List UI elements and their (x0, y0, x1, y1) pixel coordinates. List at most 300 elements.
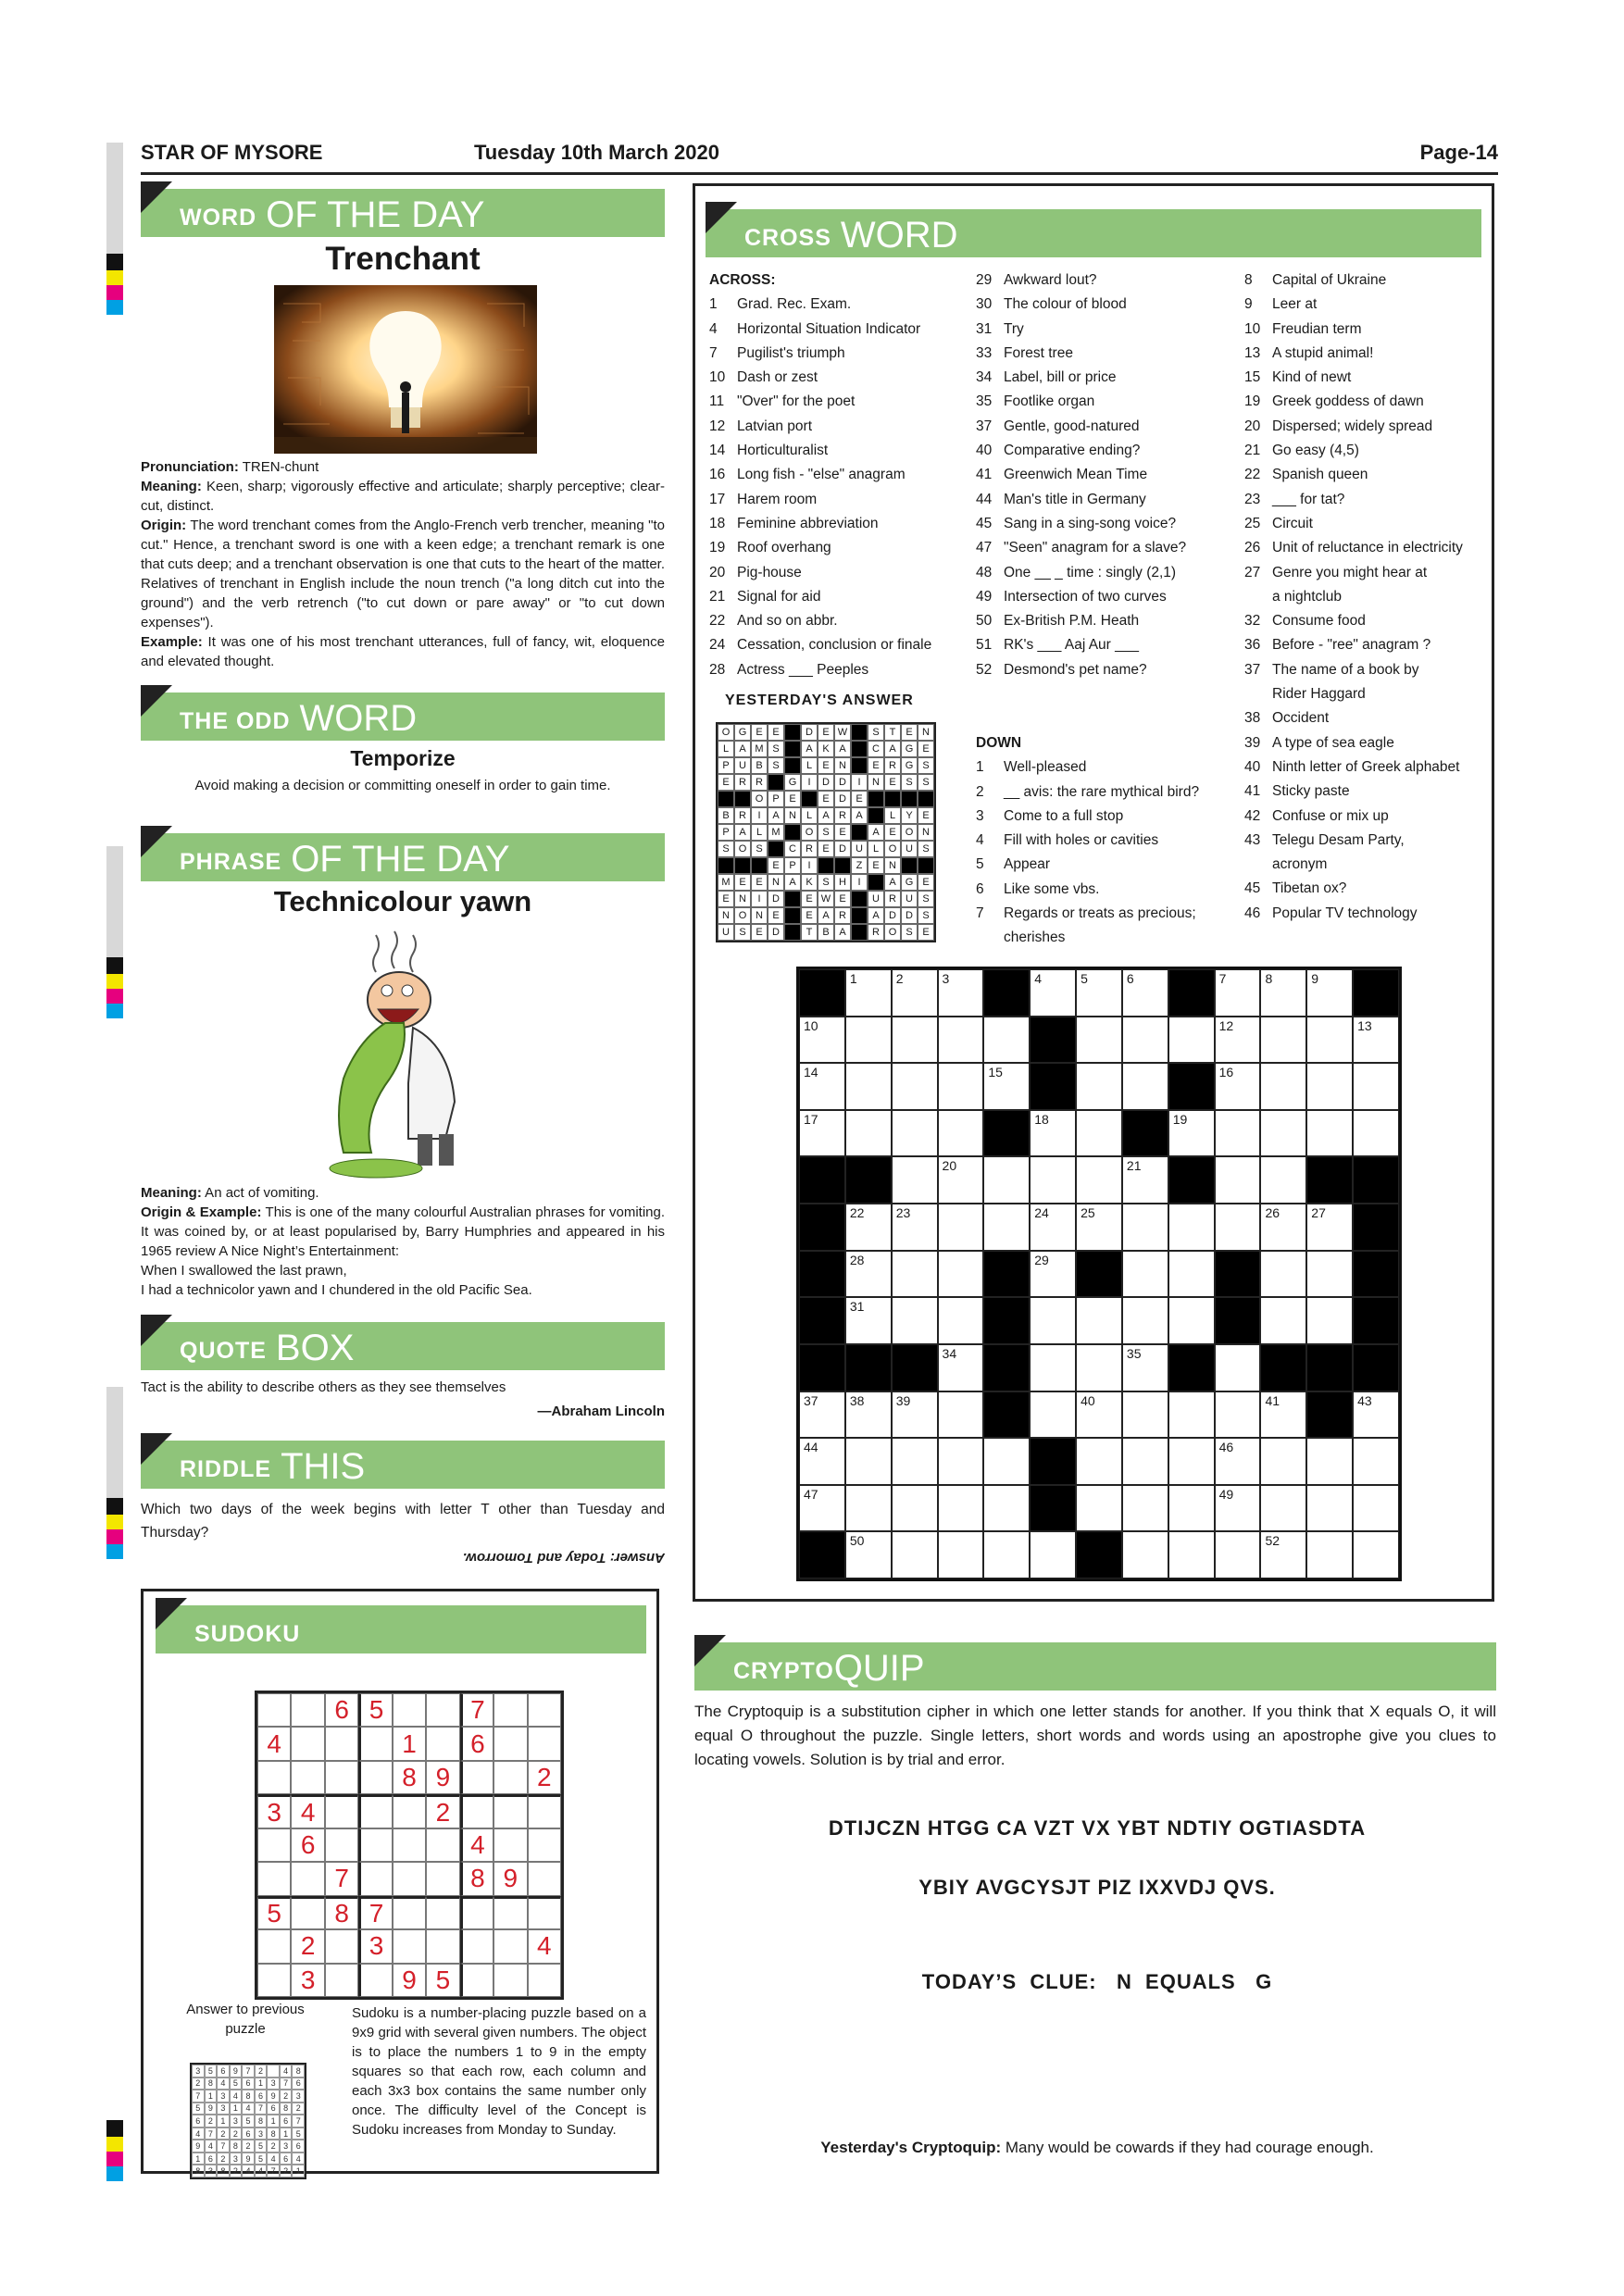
crossword-cell-number: 15 (988, 1065, 1003, 1080)
crossword-cell[interactable] (1168, 1391, 1215, 1439)
crossword-cell[interactable] (799, 1110, 845, 1157)
crossword-cell[interactable] (892, 1297, 938, 1344)
clue-number: 1 (976, 759, 984, 776)
previous-sudoku-cell: 8 (192, 2165, 205, 2177)
sudoku-cell[interactable] (358, 1761, 392, 1794)
answer-cell: I (751, 807, 768, 824)
crossword-cell[interactable] (1122, 1063, 1168, 1110)
answer-block (851, 924, 868, 941)
crossword-cell[interactable] (1306, 1297, 1353, 1344)
sudoku-cell[interactable] (493, 1964, 527, 1997)
crossword-cell[interactable] (983, 1063, 1030, 1110)
sudoku-grid[interactable] (255, 1691, 564, 2000)
clue-text: Harem room (737, 491, 818, 507)
crossword-cell[interactable] (799, 1391, 845, 1439)
phrase-origin-text: This is one of the many colourful Australian phrases for vomiting. It was coined by, or at least popularised by, Barry Humphries and appeared in his 1965 review A Nice Night’s Entertainment: (141, 1204, 665, 1259)
crossword-cell[interactable] (1168, 1438, 1215, 1485)
sudoku-cell[interactable]: 6 (325, 1693, 358, 1727)
crossword-cell[interactable] (799, 1063, 845, 1110)
banner-corner (141, 1315, 172, 1346)
crossword-cell[interactable] (845, 1297, 892, 1344)
answer-cell: T (884, 724, 901, 741)
crossword-cell[interactable] (845, 1391, 892, 1439)
crossword-cell[interactable] (1306, 1438, 1353, 1485)
clue-number: 33 (976, 344, 993, 361)
crossword-cell[interactable] (1122, 1438, 1168, 1485)
sudoku-cell[interactable]: 2 (291, 1929, 324, 1963)
crossword-cell[interactable] (1076, 1063, 1122, 1110)
sudoku-cell[interactable] (528, 1896, 561, 1929)
crossword-cell[interactable] (1030, 969, 1076, 1017)
sudoku-cell[interactable]: 3 (291, 1964, 324, 1997)
sudoku-cell[interactable] (493, 1828, 527, 1862)
sudoku-cell[interactable] (393, 1929, 426, 1963)
crossword-cell[interactable] (1030, 1204, 1076, 1251)
sudoku-cell[interactable] (358, 1794, 392, 1828)
sudoku-cell[interactable] (325, 1929, 358, 1963)
crossword-cell[interactable] (1260, 969, 1306, 1017)
banner-big-text: THIS (281, 1446, 366, 1487)
answer-cell: E (918, 807, 934, 824)
crossword-cell[interactable] (1030, 1344, 1076, 1391)
previous-sudoku-cell: 6 (217, 2065, 230, 2078)
crossword-cell[interactable] (1122, 1204, 1168, 1251)
sudoku-cell[interactable] (426, 1862, 459, 1895)
sudoku-cell[interactable]: 4 (528, 1929, 561, 1963)
example-label: Example: (141, 634, 203, 650)
answer-block (751, 857, 768, 874)
crossword-cell[interactable] (1076, 1204, 1122, 1251)
crossword-cell[interactable] (1122, 969, 1168, 1017)
sudoku-cell[interactable] (493, 1761, 527, 1794)
crossword-cell[interactable] (892, 1156, 938, 1204)
sudoku-cell[interactable] (528, 1862, 561, 1895)
clue-number: 44 (976, 491, 993, 507)
crossword-cell[interactable] (1215, 1391, 1261, 1439)
crossword-cell[interactable] (1122, 1531, 1168, 1578)
sudoku-cell[interactable] (291, 1761, 324, 1794)
previous-sudoku-cell: 4 (217, 2078, 230, 2090)
crossword-cell[interactable] (1260, 1485, 1306, 1532)
clue-text: Ex-British P.M. Heath (1004, 613, 1140, 630)
sudoku-cell[interactable] (257, 1761, 291, 1794)
crossword-cell[interactable] (1215, 1156, 1261, 1204)
sudoku-cell[interactable] (528, 1828, 561, 1862)
crossword-cell[interactable] (983, 1531, 1030, 1578)
crossword-cell[interactable] (892, 1017, 938, 1064)
crossword-cell[interactable] (1122, 1485, 1168, 1532)
sudoku-cell[interactable] (325, 1727, 358, 1760)
crossword-cell[interactable] (1122, 1344, 1168, 1391)
crossword-cell[interactable] (1353, 1063, 1399, 1110)
crossword-cell[interactable] (1168, 1204, 1215, 1251)
crossword-cell[interactable] (892, 1531, 938, 1578)
sudoku-cell[interactable]: 3 (257, 1794, 291, 1828)
crossword-cell[interactable] (1306, 1017, 1353, 1064)
answer-block (768, 774, 784, 791)
sudoku-cell[interactable] (257, 1828, 291, 1862)
crossword-cell-number: 3 (942, 971, 950, 986)
crossword-cell[interactable] (845, 1485, 892, 1532)
crossword-cell[interactable] (1353, 1531, 1399, 1578)
previous-sudoku-cell: 9 (242, 2152, 255, 2165)
crossword-cell[interactable] (1215, 1438, 1261, 1485)
crossword-cell[interactable] (799, 1438, 845, 1485)
sudoku-cell[interactable]: 5 (257, 1896, 291, 1929)
sudoku-cell[interactable] (528, 1693, 561, 1727)
sudoku-cell[interactable] (257, 1862, 291, 1895)
clue-row (976, 853, 1199, 877)
answer-block (868, 791, 884, 807)
sudoku-cell[interactable] (358, 1964, 392, 1997)
answer-cell: E (734, 874, 751, 891)
quote-box-banner (141, 1322, 665, 1370)
crossword-cell[interactable] (845, 1438, 892, 1485)
crossword-cell[interactable] (1215, 1485, 1261, 1532)
clue-row (1244, 902, 1463, 926)
clue-row (1244, 293, 1463, 317)
sudoku-cell[interactable] (426, 1693, 459, 1727)
sudoku-cell[interactable]: 1 (393, 1727, 426, 1760)
crossword-cell-number: 8 (1265, 971, 1273, 986)
crossword-cell[interactable] (1168, 1485, 1215, 1532)
sudoku-cell[interactable]: 9 (426, 1761, 459, 1794)
sudoku-cell[interactable]: 6 (291, 1828, 324, 1862)
answer-cell: E (901, 724, 918, 741)
crossword-cell[interactable] (938, 1391, 984, 1439)
crossword-block (1353, 1156, 1399, 1204)
crossword-cell[interactable] (1168, 1297, 1215, 1344)
page-number: Page-14 (1419, 141, 1498, 164)
banner-small-text: RIDDLE (180, 1456, 272, 1482)
answer-block (801, 791, 818, 807)
clue-number: 35 (976, 393, 993, 410)
sudoku-cell[interactable] (393, 1862, 426, 1895)
crossword-cell[interactable] (938, 1297, 984, 1344)
crossword-cell[interactable] (1076, 969, 1122, 1017)
clue-row (1244, 877, 1463, 901)
clue-number: 7 (976, 905, 984, 922)
sudoku-cell[interactable] (257, 1929, 291, 1963)
sudoku-cell[interactable]: 9 (393, 1964, 426, 1997)
crossword-cell[interactable] (1260, 1017, 1306, 1064)
crossword-cell[interactable] (1168, 1531, 1215, 1578)
crossword-cell[interactable] (1030, 1391, 1076, 1439)
crossword-cell[interactable] (1353, 1438, 1399, 1485)
crossword-cell[interactable] (892, 1063, 938, 1110)
crossword-cell[interactable] (1122, 1017, 1168, 1064)
banner-small-text: CROSS (744, 225, 831, 251)
crossword-cell[interactable] (1260, 1391, 1306, 1439)
sudoku-cell[interactable]: 8 (393, 1761, 426, 1794)
crossword-cell[interactable] (1122, 1297, 1168, 1344)
clue-row (976, 463, 1186, 487)
sudoku-cell[interactable] (528, 1727, 561, 1760)
crossword-cell[interactable] (1215, 1531, 1261, 1578)
crossword-cell[interactable] (799, 1485, 845, 1532)
crossword-cell[interactable] (845, 1251, 892, 1298)
crossword-cell[interactable] (1215, 1110, 1261, 1157)
clue-number: 28 (709, 661, 726, 678)
sudoku-cell[interactable]: 4 (257, 1727, 291, 1760)
answer-cell: N (918, 824, 934, 841)
clue-text: The name of a book by (1272, 661, 1419, 678)
crossword-cell[interactable] (1030, 1110, 1076, 1157)
sudoku-cell[interactable] (358, 1828, 392, 1862)
sudoku-cell[interactable] (325, 1828, 358, 1862)
sudoku-cell[interactable] (393, 1896, 426, 1929)
crossword-grid[interactable] (796, 967, 1402, 1581)
answer-cell: M (751, 741, 768, 757)
crossword-cell[interactable] (1122, 1391, 1168, 1439)
sudoku-cell[interactable] (325, 1964, 358, 1997)
sudoku-cell[interactable] (493, 1693, 527, 1727)
crossword-cell[interactable] (1260, 1204, 1306, 1251)
crossword-cell[interactable] (799, 1017, 845, 1064)
crossword-cell[interactable] (1306, 1251, 1353, 1298)
crossword-cell[interactable] (1215, 1063, 1261, 1110)
sudoku-cell[interactable] (291, 1862, 324, 1895)
clue-text: RK's ___ Aaj Aur ___ (1004, 637, 1140, 654)
sudoku-cell[interactable]: 4 (460, 1828, 493, 1862)
crossword-cell[interactable] (892, 1485, 938, 1532)
clue-text: Like some vbs. (1004, 880, 1100, 897)
crossword-cell[interactable] (1030, 1251, 1076, 1298)
crossword-cell[interactable] (938, 1251, 984, 1298)
sudoku-cell[interactable] (460, 1794, 493, 1828)
crossword-cell[interactable] (1076, 1297, 1122, 1344)
crossword-cell[interactable] (1076, 1110, 1122, 1157)
clue-list (976, 268, 1186, 682)
clue-number (1244, 585, 1272, 609)
clue-row (1244, 682, 1463, 706)
answer-cell: S (901, 924, 918, 941)
sudoku-cell[interactable] (460, 1761, 493, 1794)
previous-sudoku-cell: 3 (205, 2165, 218, 2177)
crossword-cell[interactable] (845, 969, 892, 1017)
crossword-cell[interactable] (845, 1531, 892, 1578)
answer-cell: D (901, 907, 918, 924)
sudoku-cell[interactable]: 2 (426, 1794, 459, 1828)
sudoku-cell[interactable] (460, 1929, 493, 1963)
crossword-cell[interactable] (845, 1204, 892, 1251)
sudoku-cell[interactable] (291, 1896, 324, 1929)
sudoku-cell[interactable]: 8 (325, 1896, 358, 1929)
sudoku-cell[interactable] (257, 1964, 291, 1997)
crossword-cell[interactable] (1076, 1438, 1122, 1485)
sudoku-cell[interactable] (325, 1794, 358, 1828)
previous-sudoku-cell: 3 (292, 2090, 305, 2103)
crossword-cell[interactable] (1260, 1110, 1306, 1157)
sudoku-cell[interactable] (393, 1828, 426, 1862)
crossword-cell[interactable] (1076, 1344, 1122, 1391)
crossword-cell[interactable] (938, 1344, 984, 1391)
sudoku-cell[interactable]: 9 (493, 1862, 527, 1895)
crossword-cell[interactable] (1215, 1344, 1261, 1391)
crossword-cell-number: 9 (1311, 971, 1319, 986)
crossword-cell[interactable] (938, 1485, 984, 1532)
answer-cell: S (918, 891, 934, 907)
crossword-cell[interactable] (1215, 1204, 1261, 1251)
clue-text: cherishes (1004, 930, 1066, 946)
crossword-cell[interactable] (1353, 1110, 1399, 1157)
crossword-cell[interactable] (1306, 1110, 1353, 1157)
crossword-cell[interactable] (892, 1204, 938, 1251)
sudoku-cell[interactable] (257, 1693, 291, 1727)
answer-block (784, 757, 801, 774)
crossword-cell[interactable] (1260, 1297, 1306, 1344)
sudoku-cell[interactable] (493, 1727, 527, 1760)
answer-cell: E (818, 841, 834, 857)
crossword-cell[interactable] (892, 1391, 938, 1439)
sudoku-cell[interactable]: 3 (358, 1929, 392, 1963)
sudoku-cell[interactable] (493, 1896, 527, 1929)
answer-cell: W (834, 724, 851, 741)
sudoku-cell[interactable]: 5 (358, 1693, 392, 1727)
crossword-cell[interactable] (1306, 1531, 1353, 1578)
crossword-cell[interactable] (1260, 1438, 1306, 1485)
answer-cell: P (718, 757, 734, 774)
banner-small-text: QUOTE (180, 1338, 267, 1364)
clue-number: 47 (976, 540, 993, 556)
sudoku-cell[interactable]: 8 (460, 1862, 493, 1895)
sudoku-cell[interactable]: 7 (358, 1896, 392, 1929)
crossword-cell[interactable] (1030, 1297, 1076, 1344)
sudoku-cell[interactable] (426, 1929, 459, 1963)
crossword-cell[interactable] (845, 1017, 892, 1064)
crossword-cell[interactable] (983, 1156, 1030, 1204)
crossword-cell[interactable] (892, 1438, 938, 1485)
answer-cell: N (834, 757, 851, 774)
crossword-cell[interactable] (983, 1485, 1030, 1532)
previous-sudoku-cell: 3 (280, 2140, 293, 2152)
cryptoquip-banner (694, 1642, 1496, 1691)
previous-sudoku-cell: 4 (280, 2065, 293, 2078)
crossword-cell[interactable] (1215, 969, 1261, 1017)
previous-sudoku-cell: 4 (242, 2103, 255, 2115)
answer-cell: E (884, 824, 901, 841)
previous-sudoku-cell: 5 (205, 2065, 218, 2078)
clue-number: 40 (1244, 758, 1261, 775)
crossword-cell[interactable] (938, 1017, 984, 1064)
sudoku-cell[interactable] (325, 1761, 358, 1794)
crossword-block (1215, 1251, 1261, 1298)
crossword-cell[interactable] (1353, 1391, 1399, 1439)
sudoku-cell[interactable] (393, 1693, 426, 1727)
crossword-cell[interactable] (1076, 1156, 1122, 1204)
sudoku-cell[interactable] (493, 1794, 527, 1828)
crossword-cell[interactable] (892, 1251, 938, 1298)
sudoku-cell[interactable] (528, 1794, 561, 1828)
crossword-cell[interactable] (845, 1110, 892, 1157)
answer-cell: D (884, 907, 901, 924)
crossword-cell[interactable] (845, 1063, 892, 1110)
crossword-cell[interactable] (1168, 1017, 1215, 1064)
clue-number: 41 (1244, 783, 1261, 800)
crossword-cell[interactable] (938, 1156, 984, 1204)
sudoku-cell[interactable] (291, 1693, 324, 1727)
sudoku-cell[interactable] (291, 1727, 324, 1760)
crossword-cell[interactable] (1306, 969, 1353, 1017)
crossword-cell[interactable] (1168, 1110, 1215, 1157)
clue-number (976, 926, 1004, 950)
crossword-cell[interactable] (1076, 1391, 1122, 1439)
banner-big-text: WORD (840, 215, 958, 256)
sudoku-cell[interactable] (426, 1896, 459, 1929)
crossword-cell[interactable] (938, 1204, 984, 1251)
sudoku-cell[interactable] (460, 1964, 493, 1997)
crossword-cell[interactable] (1306, 1204, 1353, 1251)
crossword-cell[interactable] (1168, 1251, 1215, 1298)
answer-cell: L (751, 824, 768, 841)
crossword-cell[interactable] (1030, 1531, 1076, 1578)
crossword-cell[interactable] (892, 1110, 938, 1157)
banner-big-text: OF THE DAY (291, 839, 510, 880)
crossword-cell[interactable] (938, 969, 984, 1017)
previous-sudoku-cell: 7 (192, 2090, 205, 2103)
crossword-cell[interactable] (938, 1438, 984, 1485)
crossword-cell[interactable] (938, 1110, 984, 1157)
crossword-cell[interactable] (983, 1438, 1030, 1485)
crossword-cell[interactable] (1030, 1156, 1076, 1204)
answer-cell: P (784, 857, 801, 874)
crossword-cell[interactable] (938, 1531, 984, 1578)
crossword-cell[interactable] (1260, 1063, 1306, 1110)
sudoku-cell[interactable]: 5 (426, 1964, 459, 1997)
word-of-day-banner (141, 189, 665, 237)
answer-cell: N (868, 774, 884, 791)
sudoku-cell[interactable] (460, 1896, 493, 1929)
registration-mark-cyan (106, 2166, 123, 2181)
sudoku-cell[interactable] (426, 1828, 459, 1862)
crossword-cell[interactable] (1353, 1485, 1399, 1532)
sudoku-cell[interactable]: 4 (291, 1794, 324, 1828)
sudoku-cell[interactable] (493, 1929, 527, 1963)
sudoku-cell[interactable]: 7 (460, 1693, 493, 1727)
crossword-cell[interactable] (1260, 1251, 1306, 1298)
crossword-cell[interactable] (938, 1063, 984, 1110)
crossword-cell[interactable] (983, 1017, 1030, 1064)
sudoku-cell[interactable] (393, 1794, 426, 1828)
answer-cell: R (734, 807, 751, 824)
crossword-cell[interactable] (1122, 1156, 1168, 1204)
sudoku-cell[interactable] (528, 1964, 561, 1997)
sudoku-cell[interactable] (358, 1727, 392, 1760)
crossword-cell[interactable] (1076, 1485, 1122, 1532)
answer-cell: A (818, 807, 834, 824)
crossword-cell[interactable] (1122, 1251, 1168, 1298)
crossword-cell[interactable] (1353, 1017, 1399, 1064)
crossword-cell[interactable] (892, 969, 938, 1017)
clue-list (709, 293, 931, 682)
sudoku-cell[interactable] (426, 1727, 459, 1760)
clue-row (709, 633, 931, 657)
answer-cell: G (901, 741, 918, 757)
clue-text: "Seen" anagram for a slave? (1004, 540, 1187, 556)
crossword-cell[interactable] (1260, 1156, 1306, 1204)
sudoku-cell[interactable]: 2 (528, 1761, 561, 1794)
sudoku-cell[interactable]: 7 (325, 1862, 358, 1895)
sudoku-cell[interactable]: 6 (460, 1727, 493, 1760)
answer-cell: A (734, 824, 751, 841)
crossword-cell[interactable] (1306, 1063, 1353, 1110)
crossword-cell[interactable] (983, 1204, 1030, 1251)
crossword-cell[interactable] (1306, 1485, 1353, 1532)
sudoku-cell[interactable] (358, 1862, 392, 1895)
crossword-cell[interactable] (1076, 1017, 1122, 1064)
crossword-cell[interactable] (1215, 1017, 1261, 1064)
crossword-cell[interactable] (1260, 1531, 1306, 1578)
